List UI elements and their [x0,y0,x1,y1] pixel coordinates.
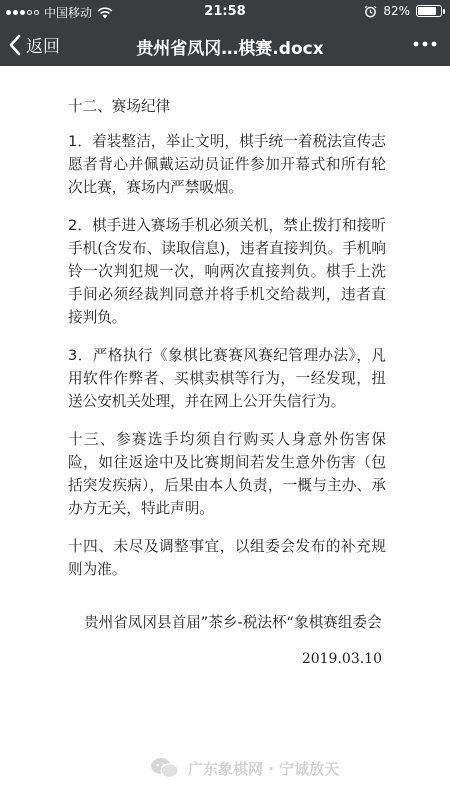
paragraph-phone-rules: 2．棋手进入赛场手机必须关机，禁止拨打和接听手机(含发布、读取信息)，违者直接判负。手机响铃一次判犯规一次，响两次直接判负。棋手上洗手间必须经裁判同意并将手机交给裁判，违者直接判负。 [68,217,386,326]
chevron-left-icon [8,34,22,56]
battery-fill [418,7,436,15]
alarm-clock-icon [364,5,377,18]
paragraph-conduct-rules: 3．严格执行《象棋比赛赛风赛纪管理办法》，凡用软件作弊者、买棋卖棋等行为，一经发现，扭送公安机关处理，并在网上公开失信行为。 [68,347,386,410]
status-right [364,4,442,18]
page-title: 贵州省凤冈…棋赛.docx [136,39,324,59]
nav-bar [0,24,450,66]
battery-icon [416,5,442,17]
watermark-text: 广东象棋网 · 宁诚放天 [188,759,340,778]
back-button[interactable] [8,32,60,57]
watermark [150,757,339,779]
ellipsis-icon[interactable] [412,34,438,54]
section-heading: 十二、赛场纪律 [68,98,171,115]
organizer-signature: 贵州省凤冈县首届”茶乡-税法杯“象棋赛组委会 [84,614,382,631]
back-label: 返回 [26,37,60,57]
wechat-icon [150,757,180,779]
paragraph-insurance: 十三、参赛选手均须自行购买人身意外伤害保险，如往返途中及比赛期间若发生意外伤害（包括突发疾病），后果由本人负责，一概与主办、承办方无关，特此声明。 [68,431,386,517]
document-date: 2019.03.10 [301,651,382,667]
top-chrome [0,0,450,66]
clock-time: 21:58 [204,4,246,19]
paragraph-dress-code: 1．着装整洁，举止文明，棋手统一着税法宣传志愿者背心并佩戴运动员证件参加开幕式和所有轮次比赛，赛场内严禁吸烟。 [68,133,386,196]
carrier-name: 中国移动 [44,6,93,20]
paragraph-supplement: 十四、未尽及调整事宜，以组委会发布的补充规则为准。 [68,538,386,578]
status-bar [0,0,450,24]
document-body [68,95,386,686]
battery-percent: 82% [383,4,410,18]
